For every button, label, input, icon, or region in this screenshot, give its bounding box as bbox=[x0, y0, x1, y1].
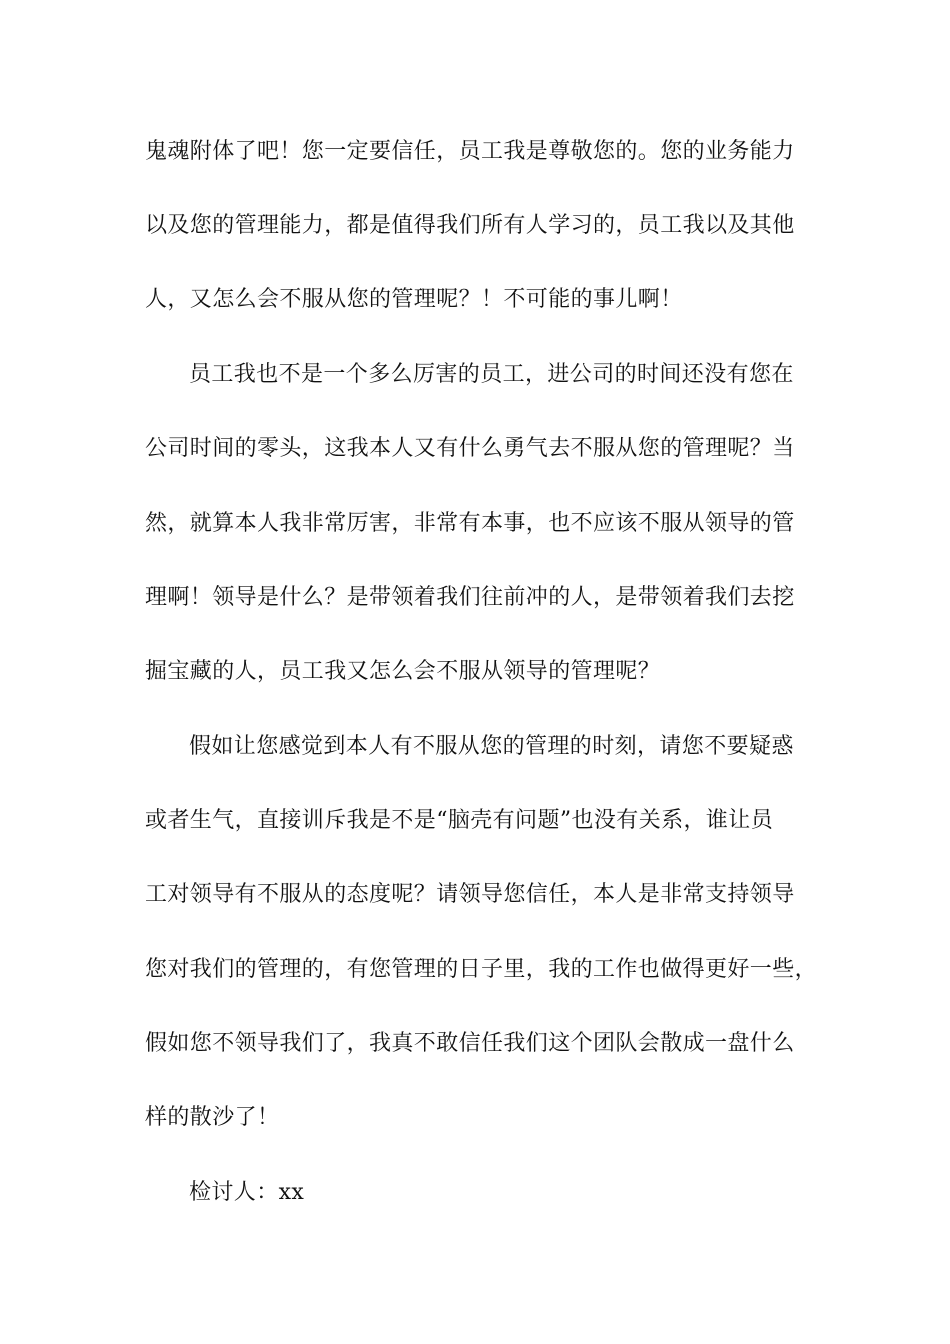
paragraph-3-line-4: 您对我们的管理的，有您管理的日子里，我的工作也做得更好一些， bbox=[145, 957, 818, 982]
paragraph-2-line-1: 员工我也不是一个多么厉害的员工，进公司的时间还没有您在 bbox=[189, 362, 794, 387]
paragraph-3-line-1: 假如让您感觉到本人有不服从您的管理的时刻，请您不要疑惑 bbox=[189, 734, 794, 759]
paragraph-3-line-6: 样的散沙了！ bbox=[145, 1105, 280, 1130]
paragraph-3-line-2: 或者生气，直接训斥我是不是“脑壳有问题”也没有关系，谁让员 bbox=[145, 808, 774, 833]
signature: 检讨人：xx bbox=[189, 1180, 305, 1205]
paragraph-1-line-3: 人，又怎么会不服从您的管理呢？！不可能的事儿啊！ bbox=[145, 287, 683, 312]
paragraph-3-line-5: 假如您不领导我们了，我真不敢信任我们这个团队会散成一盘什么 bbox=[145, 1031, 795, 1056]
paragraph-3-line-3: 工对领导有不服从的态度呢？请领导您信任，本人是非常支持领导 bbox=[145, 882, 795, 907]
paragraph-2-line-5: 掘宝藏的人，员工我又怎么会不服从领导的管理呢？ bbox=[145, 659, 661, 684]
paragraph-2-line-3: 然，就算本人我非常厉害，非常有本事，也不应该不服从领导的管 bbox=[145, 511, 795, 536]
paragraph-1-line-2: 以及您的管理能力，都是值得我们所有人学习的，员工我以及其他 bbox=[145, 213, 795, 238]
paragraph-2-line-4: 理啊！领导是什么？是带领着我们往前冲的人，是带领着我们去挖 bbox=[145, 585, 795, 610]
paragraph-1-line-1: 鬼魂附体了吧！您一定要信任，员工我是尊敬您的。您的业务能力 bbox=[145, 139, 795, 164]
paragraph-2-line-2: 公司时间的零头，这我本人又有什么勇气去不服从您的管理呢？当 bbox=[145, 436, 795, 461]
